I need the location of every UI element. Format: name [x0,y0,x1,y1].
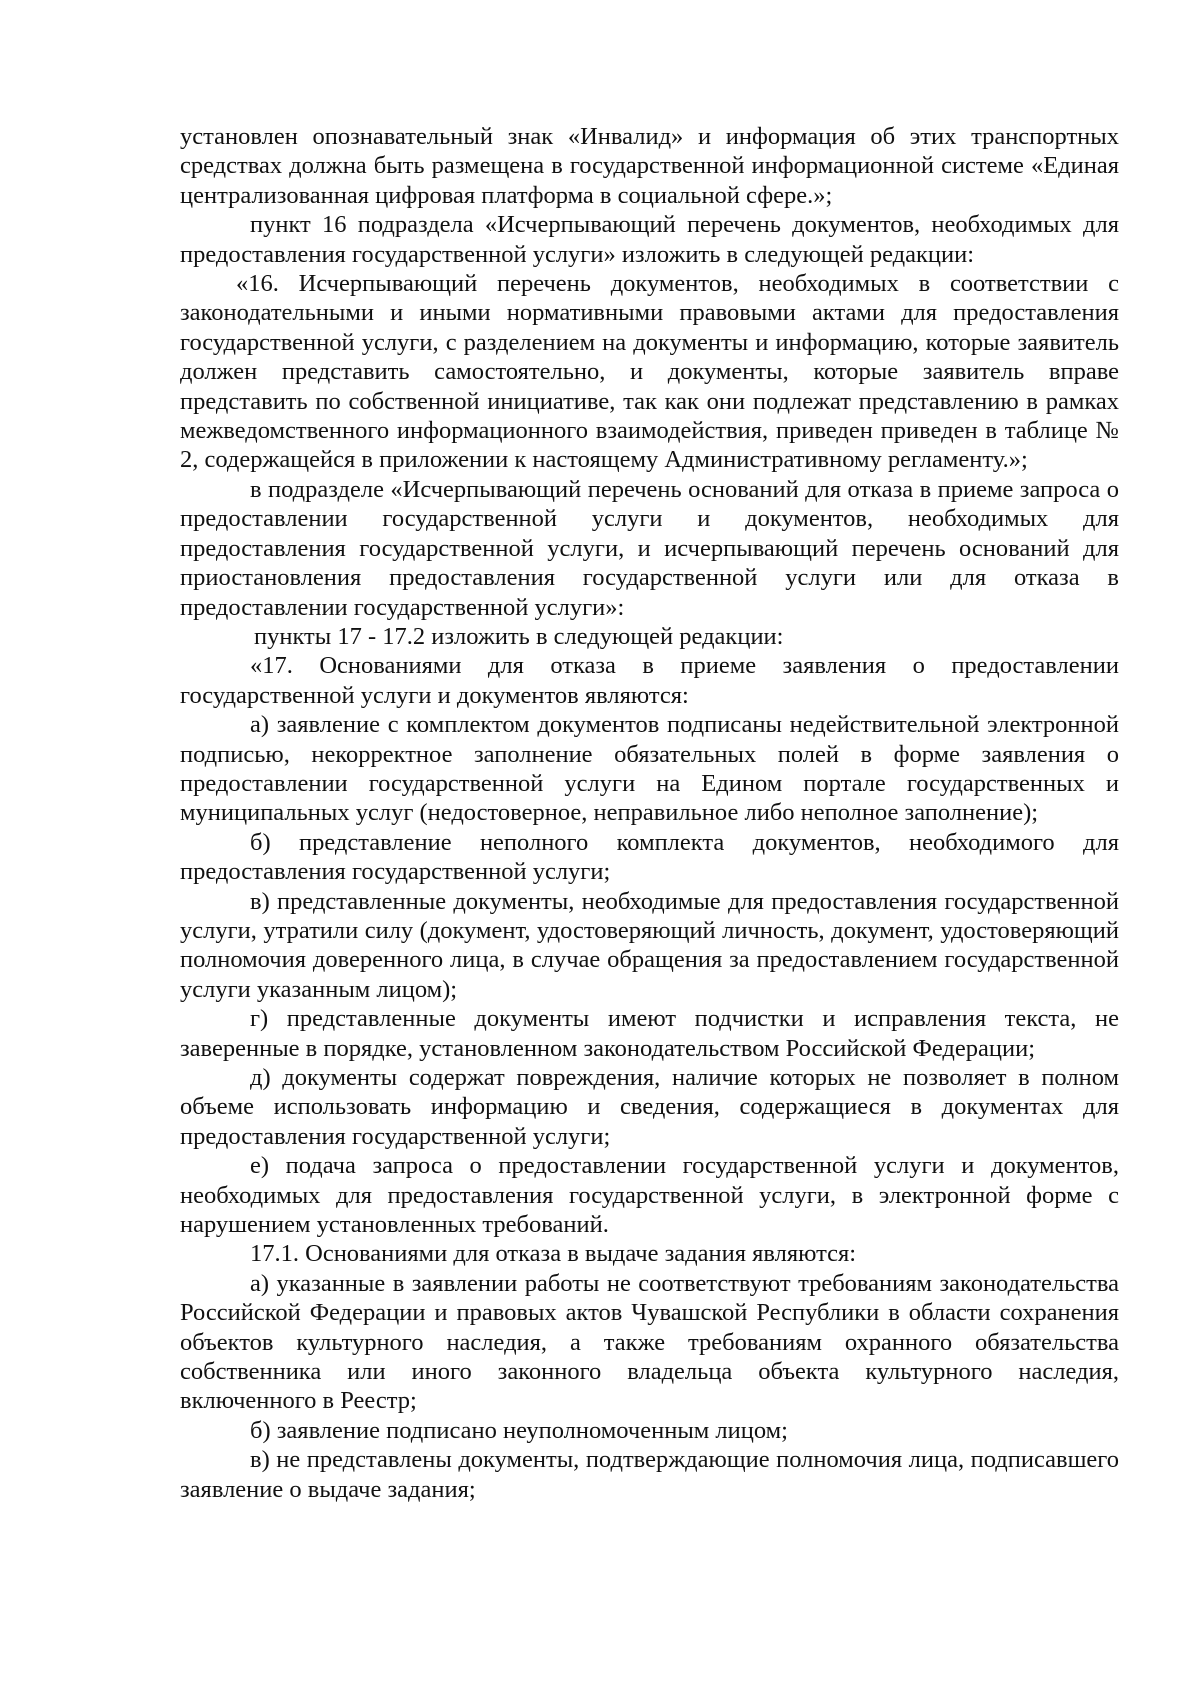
paragraph: «17. Основаниями для отказа в приеме заявления о предоставлении государственной услуги и документов являются: [180,652,1119,709]
paragraph: в подразделе «Исчерпывающий перечень оснований для отказа в приеме запроса о предоставлении государственной услуги и документов, необходимых для предоставления государственной услуги, и исчерпывающий перечень оснований для приостановления предоставления государственной услуги или для отказа в предоставлении государственной услуги»: [180,475,1119,621]
paragraph: а) заявление с комплектом документов подписаны недействительной электронной подписью, некорректное заполнение обязательных полей в форме заявления о предоставлении государственной услуги на Едином портале государственных и муниципальных услуг (недостоверное, неправильное либо неполное заполнение); [180,711,1119,827]
paragraph: д) документы содержат повреждения, наличие которых не позволяет в полном объеме использовать информацию и сведения, содержащиеся в документах для предоставления государственной услуги; [180,1064,1119,1150]
document-body [180,122,1119,1504]
paragraph: пункт 16 подраздела «Исчерпывающий перечень документов, необходимых для предоставления государственной услуги» изложить в следующей редакции: [180,211,1119,268]
paragraph: пункты 17 - 17.2 изложить в следующей редакции: [254,622,784,650]
paragraph: установлен опознавательный знак «Инвалид» и информация об этих транспортных средствах должна быть размещена в государственной информационной системе «Единая централизованная цифровая платформа в социальной сфере.»; [180,123,1119,209]
paragraph: а) указанные в заявлении работы не соответствуют требованиям законодательства Российской Федерации и правовых актов Чувашской Республики в области сохранения объектов культурного наследия, а также требованиям охранного обязательства собственника или иного законного владельца объекта культурного наследия, включенного в Реестр; [180,1269,1119,1415]
paragraph: в) представленные документы, необходимые для предоставления государственной услуги, утратили силу (документ, удостоверяющий личность, документ, удостоверяющий полномочия доверенного лица, в случае обращения за предоставлением государственной услуги указанным лицом); [180,887,1119,1003]
paragraph: в) не представлены документы, подтверждающие полномочия лица, подписавшего заявление о выдаче задания; [180,1446,1119,1503]
paragraph: «16. Исчерпывающий перечень документов, необходимых в соответствии с законодательными и иными нормативными правовыми актами для предоставления государственной услуги, с разделением на документы и информацию, которые заявитель должен представить самостоятельно, и документы, которые заявитель вправе представить по собственной инициативе, так как они подлежат представлению в рамках межведомственного информационного взаимодействия, приведен приведен в таблице № 2, содержащейся в приложении к настоящему Административному регламенту.»; [180,270,1119,474]
paragraph: 17.1. Основаниями для отказа в выдаче задания являются: [250,1240,857,1268]
paragraph: е) подача запроса о предоставлении государственной услуги и документов, необходимых для предоставления государственной услуги, в электронной форме с нарушением установленных требований. [180,1152,1119,1239]
paragraph: г) представленные документы имеют подчистки и исправления текста, не заверенные в порядке, установленном законодательством Российской Федерации; [180,1005,1119,1062]
paragraph: б) представление неполного комплекта документов, необходимого для предоставления государственной услуги; [180,828,1119,886]
paragraph: б) заявление подписано неуполномоченным лицом; [250,1416,788,1444]
